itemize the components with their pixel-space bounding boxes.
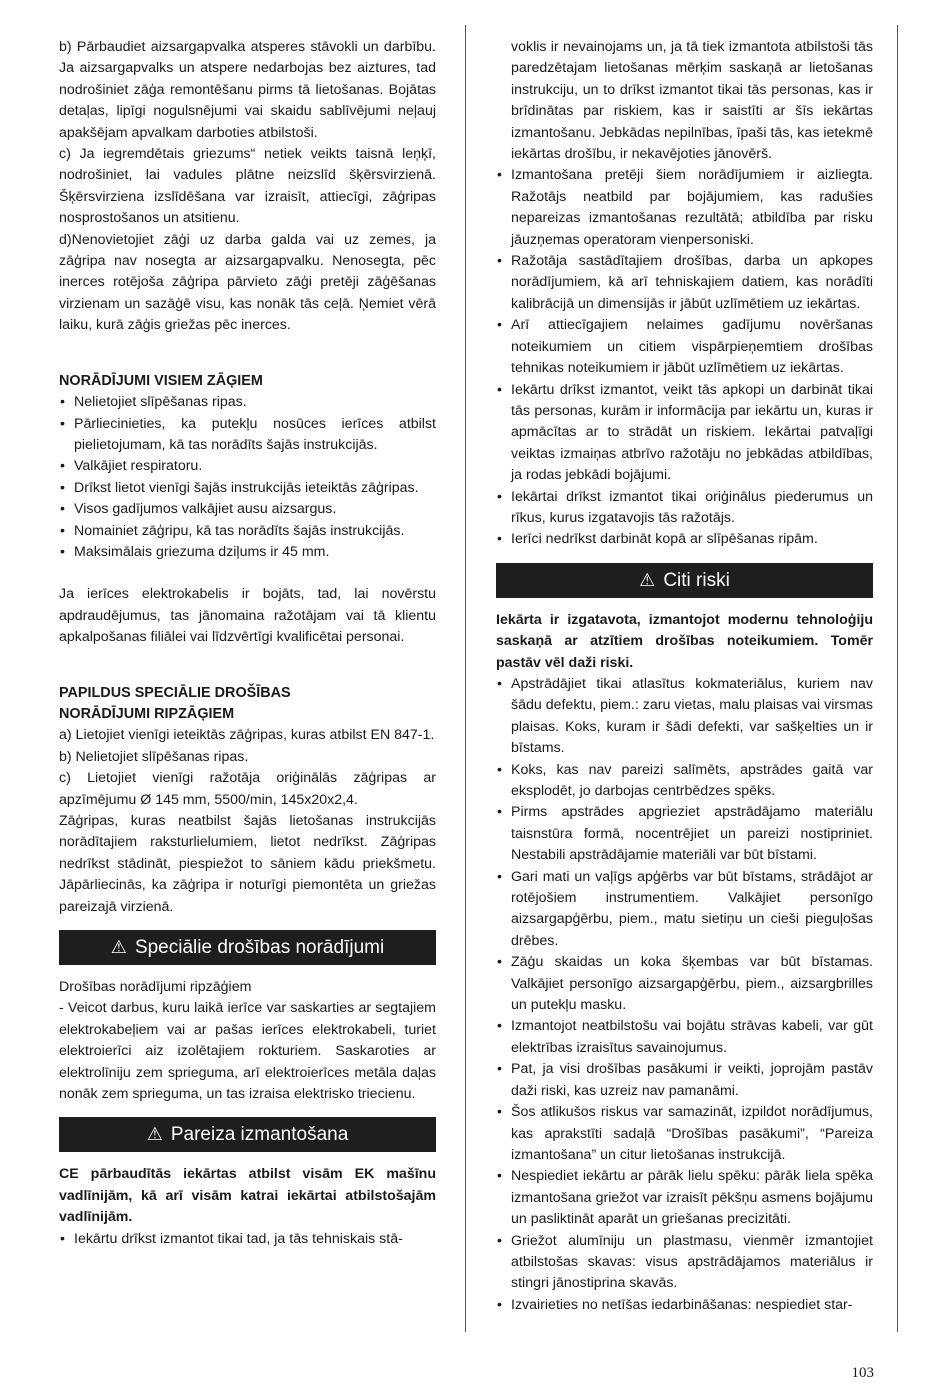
paragraph: Drošības norādījumi ripzāģiem	[59, 979, 252, 996]
list-item: • Izmantojot neatbilstošu vai bojātu strāvas kabeli, var gūt elektrības izraisītus savainojumus.	[496, 1016, 873, 1059]
list-item: • Nelietojiet slīpēšanas ripas.	[59, 392, 436, 413]
list-item: • Zāģu skaidas un koka šķembas var būt bīstamas. Valkājiet personīgo aizsargapģērbu, piem., aizsargbrilles un putekļu masku.	[496, 952, 873, 1016]
list-item: • Gari mati un vaļīgs apģērbs var būt bīstams, strādājot ar rotējošiem instrumentiem. Valkājiet personīgo aizsargapģērbu, piem., matu sietiņu un cieši pieguļošas drēbes.	[496, 867, 873, 953]
list-item: • Pat, ja visi drošības pasākumi ir veikti, joprojām pastāv daži riski, kas uzreiz nav pamanāmi.	[496, 1059, 873, 1102]
column-divider-right	[897, 25, 898, 1332]
page-number: 103	[851, 1365, 874, 1381]
banner-proper-use	[59, 1117, 436, 1152]
list-item: • Pārliecinieties, ka putekļu nosūces ierīces atbilst pielietojumam, kā tas norādīts šajās instrukcijās.	[59, 414, 436, 457]
list-item: • Iekārtu drīkst izmantot, veikt tās apkopi un darbināt tikai tās personas, kurām ir informācija par iekārtu un, kuras ir apmācītas ar to strādāt un riskiem. Iekārtai patvaļīgi veiktas izmaiņas atbrīvo ražotāju no jebkādas atbildības, ja rodas jebkādi bojājumi.	[496, 380, 873, 487]
list-item: • Ražotāja sastādītajiem drošības, darba un apkopes norādījumiem, kā arī tehniskajiem datiem, kas norādīti kalibrācijā un dimensijās ir jābūt uzlīmētiem uz iekārtas.	[496, 251, 873, 315]
list-item: • Drīkst lietot vienīgi šajās instrukcijās ieteiktās zāģripas.	[59, 478, 436, 499]
all-saws-list	[59, 392, 436, 563]
list-item: • Nomainiet zāģripu, kā tas norādīts šajās instrukcijās.	[59, 521, 436, 542]
usage-intro: CE pārbaudītās iekārtas atbilst visām EK mašīnu vadlīnijām, kā arī visām katrai iekārtai atbilstošajām vadlīnijām.	[59, 1166, 436, 1226]
banner-title: Speciālie drošības norādījumi	[134, 936, 385, 958]
list-item: • Maksimālais griezuma dziļums ir 45 mm.	[59, 542, 436, 563]
warning-triangle-icon: ⚠	[146, 1124, 163, 1145]
column-divider-left	[465, 25, 466, 1332]
warning-triangle-icon: ⚠	[639, 569, 656, 590]
list-item: • Iekārtai drīkst izmantot tikai oriģinālus piederumus un rīkus, kurus izgatavojis tās ražotājs.	[496, 487, 873, 530]
banner-title: Pareiza izmantošana	[170, 1124, 349, 1146]
usage-list	[496, 165, 873, 550]
list-item: • Apstrādājiet tikai atlasītus kokmateriālus, kuriem nav šādu defektu, piem.: zaru vietas, malu plaisas vai virsmas plaisas. Koks, kuram ir šādi defekti, var sašķelties un ir bīstams.	[496, 674, 873, 760]
banner-other-risks	[496, 563, 873, 598]
list-item: • Ierīci nedrīkst darbināt kopā ar slīpēšanas ripām.	[496, 529, 873, 550]
paragraph: - Veicot darbus, kuru laikā ierīce var saskarties ar segtajiem elektrokabeļiem vai ar pašas ierīces elektrokabeli, turiet elektroierīci aiz izolētajiem rokturiem. Saskaroties ar elektrolīniju zem sprieguma, arī elektroierīces metāla daļas nonāk zem sprieguma, un tas izraisa elektrisko triecienu.	[59, 1000, 436, 1103]
paragraph: c) Lietojiet vienīgi ražotāja oriģinālās zāģripas ar apzīmējumu Ø 145 mm, 5500/min, 145x20x2,4.	[59, 770, 436, 808]
list-item: • Visos gadījumos valkājiet ausu aizsargus.	[59, 499, 436, 520]
banner-title: Citi riski	[663, 569, 730, 591]
section-title-circular-line2: NORĀDĪJUMI RIPZĀĢIEM	[59, 705, 235, 722]
usage-list-start	[59, 1229, 436, 1250]
paragraph: d)Nenovietojiet zāģi uz darba galda vai uz zemes, ja zāģripa nav nosegta ar aizsargapvalku. Nenosegta, pēc inerces rotējoša zāģripa pārvieto zāģi pretēji zāģēšanas virzienam un sazāģē visu, kas nonāk tās ceļā. Ņemiet vērā laiku, kurā zāģis griežas pēc inerces.	[59, 231, 436, 334]
risks-intro: Iekārta ir izgatavota, izmantojot modernu tehnoloģiju saskaņā ar atzītiem drošības noteikumiem. Tomēr pastāv vēl daži riski.	[496, 611, 873, 671]
list-item: • Iekārtu drīkst izmantot tikai tad, ja tās tehniskais stā-	[59, 1229, 436, 1250]
warning-triangle-icon: ⚠	[110, 936, 127, 957]
paragraph: c) Ja iegremdētais griezums“ netiek veikts taisnā leņķī, nodrošiniet, lai vadules plātne neizslīd šķērsvirzienā. Šķērsvirziena izslīdēšana var izraisīt, attiecīgi, zāģripas nosprostošanos un atsitienu.	[59, 146, 436, 227]
list-item: • Koks, kas nav pareizi salīmēts, apstrādes gaitā var eksplodēt, jo darbojas centrbēdzes spēks.	[496, 760, 873, 803]
right-column	[496, 37, 873, 1316]
usage-continuation: voklis ir nevainojams un, ja tā tiek izmantota atbilstoši tās paredzētajam lietošanas mērķim saskaņā ar lietošanas instrukciju, un to drīkst izmantot tikai tās personas, kas ir brīdinātas par riskiem, kas ir saistīti ar šīs iekārtas izmantošanu. Jebkādas nepilnības, īpaši tās, kas ietekmē iekārtas drošību, ir nekavējoties jānovērš.	[511, 39, 873, 163]
section-title-all-saws: NORĀDĪJUMI VISIEM ZĀĢIEM	[59, 372, 263, 389]
paragraph: Zāģripas, kuras neatbilst šajās lietošanas instrukcijās norādītajiem raksturlielumiem, lietot nedrīkst. Zāģripas nedrīkst stādināt, piespiežot to sāniem kādu priekšmetu. Jāpārliecinās, ka zāģripa ir noturīgi piemontēta un griežas pareizajā virzienā.	[59, 813, 436, 915]
list-item: • Nespiediet iekārtu ar pārāk lielu spēku: pārāk liela spēka izmantošana griežot var izraisīt pēkšņu asmens bojājumu un pasliktināt aparāt un griešanas precizitāti.	[496, 1166, 873, 1230]
banner-special-safety	[59, 930, 436, 965]
cable-paragraph: Ja ierīces elektrokabelis ir bojāts, tad, lai novērstu apdraudējumus, tas jānomaina ražotājam vai tā klientu apkalpošanas filiālei vai līdzvērtīgi kvalificētai personai.	[59, 586, 436, 646]
risks-list	[496, 674, 873, 1316]
list-item: • Pirms apstrādes apgrieziet apstrādājamo materiālu taisnstūra formā, nocentrējiet un pareizi nostipriniet. Nestabili apstrādājamie materiāli var būt bīstami.	[496, 802, 873, 866]
left-column	[59, 37, 436, 1250]
list-item: • Šos atlikušos riskus var samazināt, izpildot norādījumus, kas aprakstīti sadaļā “Drošības pasākumi”, “Pareiza izmantošana” un citur lietošanas instrukcijā.	[496, 1102, 873, 1166]
list-item: • Izmantošana pretēji šiem norādījumiem ir aizliegta. Ražotājs neatbild par bojājumiem, kas radušies nepareizas izmantošanas rezultātā; atbildība par risku jāuzņemas operatoram vienpersoniski.	[496, 165, 873, 251]
list-item: • Arī attiecīgajiem nelaimes gadījumu novēršanas noteikumiem un citiem vispārpieņemtiem drošības tehnikas noteikumiem ir jābūt uzlīmētiem uz iekārtas.	[496, 315, 873, 379]
paragraph: b) Pārbaudiet aizsargapvalka atsperes stāvokli un darbību. Ja aizsargapvalks un atspere nedarbojas bez aiztures, tad nodrošiniet zāģa remontēšanu pirms tā lietošanas. Bojātas detaļas, lipīgi nogulsnējumi vai skaidu sablīvējumi neļauj apakšējam apvalkam darboties atbilstoši.	[59, 39, 436, 141]
paragraph: b) Nelietojiet slīpēšanas ripas.	[59, 748, 249, 765]
section-title-circular-line1: PAPILDUS SPECIĀLIE DROŠĪBAS	[59, 684, 291, 701]
list-item: • Izvairieties no netīšas iedarbināšanas: nespiediet star-	[496, 1295, 873, 1316]
list-item: • Griežot alumīniju un plastmasu, vienmēr izmantojiet atbilstošas skavas: visus apstrādājamos materiālus ir stingri jānostiprina skavās.	[496, 1231, 873, 1295]
paragraph: a) Lietojiet vienīgi ieteiktās zāģripas, kuras atbilst EN 847-1.	[59, 727, 435, 744]
list-item: • Valkājiet respiratoru.	[59, 456, 436, 477]
